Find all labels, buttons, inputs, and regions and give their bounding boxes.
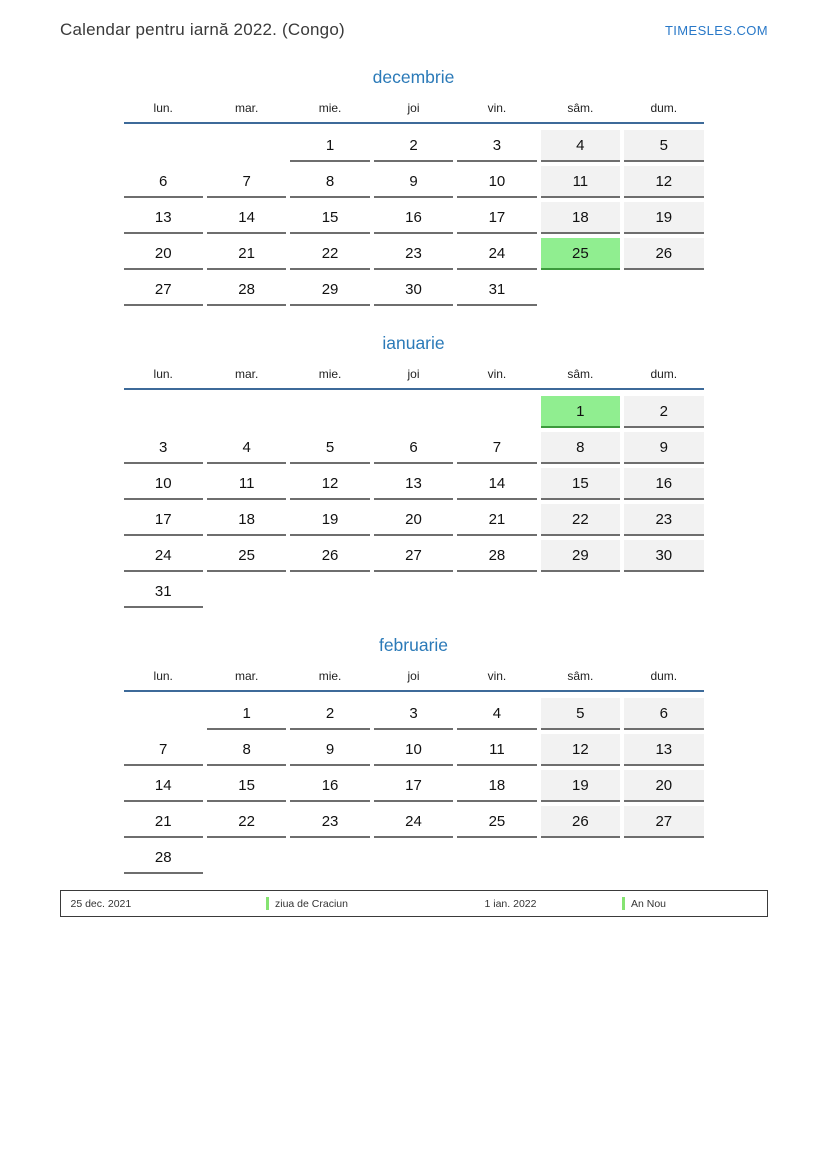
empty-cell (457, 576, 536, 606)
weekday-label: mar. (234, 669, 259, 683)
day-cell: 11 (541, 166, 620, 198)
day-cell: 1 (541, 396, 620, 428)
legend-holiday-label: An Nou (631, 897, 667, 910)
empty-cell (374, 842, 453, 872)
empty-cell (290, 576, 369, 606)
legend-date: 25 dec. 2021 (70, 897, 132, 910)
day-cell: 25 (457, 806, 536, 838)
site-logo-link[interactable]: TIMESLES.COM (664, 23, 768, 38)
empty-cell (624, 842, 703, 872)
empty-cell (207, 576, 286, 606)
day-cell: 2 (290, 698, 369, 730)
day-cell: 25 (207, 540, 286, 572)
empty-cell (374, 576, 453, 606)
empty-cell (290, 842, 369, 872)
day-cell: 12 (290, 468, 369, 500)
month-title: ianuarie (382, 333, 445, 353)
day-cell: 18 (207, 504, 286, 536)
day-cell: 8 (290, 166, 369, 198)
day-cell: 20 (124, 238, 203, 270)
day-cell: 6 (374, 432, 453, 464)
day-cell: 1 (207, 698, 286, 730)
day-cell: 30 (374, 274, 453, 306)
weekday-label: mie. (318, 367, 342, 381)
empty-cell (290, 396, 369, 426)
day-cell: 28 (457, 540, 536, 572)
day-cell: 6 (624, 698, 703, 730)
empty-cell (124, 130, 203, 160)
day-cell: 18 (541, 202, 620, 234)
holiday-marker-icon (266, 897, 270, 910)
day-cell: 24 (374, 806, 453, 838)
day-cell: 22 (541, 504, 620, 536)
day-cell: 2 (624, 396, 703, 428)
day-cell: 12 (624, 166, 703, 198)
day-cell: 19 (541, 770, 620, 802)
day-cell: 1 (290, 130, 369, 162)
empty-cell (207, 130, 286, 160)
weekday-label: joi (407, 367, 420, 381)
day-cell: 14 (457, 468, 536, 500)
empty-cell (374, 396, 453, 426)
day-cell: 26 (541, 806, 620, 838)
day-cell: 9 (290, 734, 369, 766)
day-cell: 29 (290, 274, 369, 306)
weekday-label: sâm. (567, 101, 594, 115)
day-cell: 5 (624, 130, 703, 162)
day-cell: 27 (624, 806, 703, 838)
day-cell: 23 (624, 504, 703, 536)
day-cell: 26 (290, 540, 369, 572)
day-cell: 24 (457, 238, 536, 270)
day-cell: 3 (124, 432, 203, 464)
day-cell: 20 (624, 770, 703, 802)
day-cell: 27 (374, 540, 453, 572)
day-cell: 15 (541, 468, 620, 500)
weekday-label: joi (407, 101, 420, 115)
day-cell: 16 (624, 468, 703, 500)
page-header (0, 0, 827, 40)
empty-cell (541, 576, 620, 606)
day-cell: 23 (374, 238, 453, 270)
day-cell: 7 (457, 432, 536, 464)
weekday-label: mar. (234, 367, 259, 381)
empty-cell (207, 396, 286, 426)
empty-cell (541, 274, 620, 304)
weekday-label: dum. (650, 669, 678, 683)
day-cell: 10 (124, 468, 203, 500)
weekday-label: mie. (318, 101, 342, 115)
day-cell: 16 (374, 202, 453, 234)
day-cell: 27 (124, 274, 203, 306)
weekday-label: mie. (318, 669, 342, 683)
day-cell: 4 (541, 130, 620, 162)
empty-cell (624, 274, 703, 304)
weekday-label: vin. (487, 367, 507, 381)
weekday-label: vin. (487, 669, 507, 683)
day-cell: 28 (207, 274, 286, 306)
day-cell: 30 (624, 540, 703, 572)
day-cell: 22 (207, 806, 286, 838)
holiday-marker-icon (622, 897, 626, 910)
day-cell: 31 (124, 576, 203, 608)
day-cell: 14 (207, 202, 286, 234)
weekday-header-row (124, 101, 704, 124)
day-cell: 22 (290, 238, 369, 270)
page-title: Calendar pentru iarnă 2022. (Congo) (60, 20, 345, 39)
day-cell: 19 (290, 504, 369, 536)
month-title: februarie (378, 635, 449, 655)
day-cell: 17 (374, 770, 453, 802)
day-cell: 29 (541, 540, 620, 572)
day-cell: 2 (374, 130, 453, 162)
day-cell: 7 (207, 166, 286, 198)
day-cell: 18 (457, 770, 536, 802)
day-cell: 4 (457, 698, 536, 730)
day-cell: 3 (374, 698, 453, 730)
month-section-decembrie (124, 67, 704, 306)
weekday-label: lun. (153, 669, 173, 683)
day-cell: 8 (541, 432, 620, 464)
day-cell: 3 (457, 130, 536, 162)
empty-cell (124, 698, 203, 728)
calendar-grid (124, 130, 704, 306)
day-cell: 4 (207, 432, 286, 464)
empty-cell (624, 576, 703, 606)
weekday-label: dum. (650, 367, 678, 381)
day-cell: 21 (124, 806, 203, 838)
empty-cell (457, 396, 536, 426)
day-cell: 11 (207, 468, 286, 500)
day-cell: 31 (457, 274, 536, 306)
day-cell: 24 (124, 540, 203, 572)
day-cell: 20 (374, 504, 453, 536)
weekday-label: joi (407, 669, 420, 683)
day-cell: 17 (457, 202, 536, 234)
day-cell: 14 (124, 770, 203, 802)
weekday-label: sâm. (567, 669, 594, 683)
empty-cell (541, 842, 620, 872)
day-cell: 21 (457, 504, 536, 536)
day-cell: 17 (124, 504, 203, 536)
weekday-label: lun. (153, 367, 173, 381)
weekday-header-row (124, 669, 704, 692)
day-cell: 9 (624, 432, 703, 464)
calendar-grid (124, 698, 704, 874)
day-cell: 5 (290, 432, 369, 464)
holiday-legend (60, 890, 768, 917)
day-cell: 13 (374, 468, 453, 500)
weekday-header-row (124, 367, 704, 390)
day-cell: 13 (624, 734, 703, 766)
day-cell: 25 (541, 238, 620, 270)
empty-cell (457, 842, 536, 872)
day-cell: 11 (457, 734, 536, 766)
weekday-label: sâm. (567, 367, 594, 381)
day-cell: 15 (207, 770, 286, 802)
month-title: decembrie (372, 67, 455, 87)
day-cell: 13 (124, 202, 203, 234)
weekday-label: dum. (650, 101, 678, 115)
calendar-grid (124, 396, 704, 608)
day-cell: 7 (124, 734, 203, 766)
legend-holiday-label: ziua de Craciun (275, 897, 348, 910)
day-cell: 10 (457, 166, 536, 198)
month-section-februarie (124, 635, 704, 874)
day-cell: 10 (374, 734, 453, 766)
legend-date: 1 ian. 2022 (484, 897, 537, 910)
legend-holiday (266, 897, 485, 910)
day-cell: 26 (624, 238, 703, 270)
day-cell: 28 (124, 842, 203, 874)
legend-holiday (622, 897, 767, 910)
empty-cell (124, 396, 203, 426)
weekday-label: vin. (487, 101, 507, 115)
month-section-ianuarie (124, 333, 704, 608)
day-cell: 23 (290, 806, 369, 838)
empty-cell (207, 842, 286, 872)
day-cell: 15 (290, 202, 369, 234)
day-cell: 6 (124, 166, 203, 198)
day-cell: 16 (290, 770, 369, 802)
weekday-label: lun. (153, 101, 173, 115)
day-cell: 19 (624, 202, 703, 234)
weekday-label: mar. (234, 101, 259, 115)
day-cell: 8 (207, 734, 286, 766)
day-cell: 5 (541, 698, 620, 730)
day-cell: 21 (207, 238, 286, 270)
day-cell: 12 (541, 734, 620, 766)
day-cell: 9 (374, 166, 453, 198)
